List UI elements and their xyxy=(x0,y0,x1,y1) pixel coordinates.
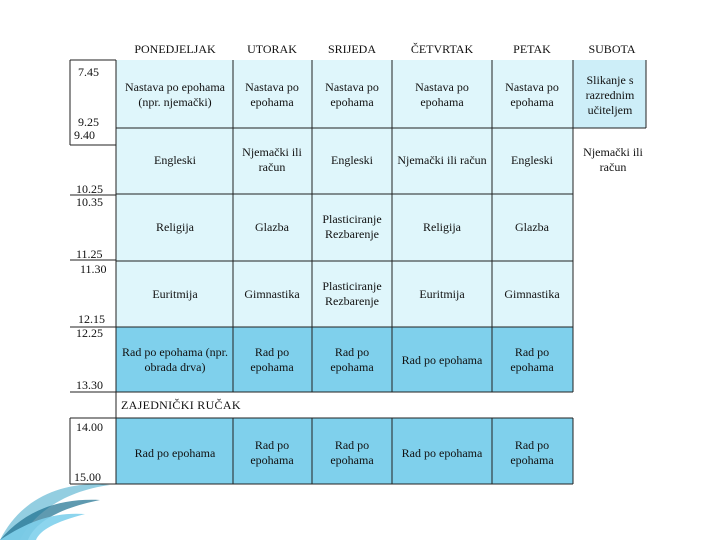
cell-r3-c4: Gimnastika xyxy=(504,286,560,301)
cell-r0-c0: Nastava po epohama (npr. njemački) xyxy=(125,80,225,109)
time-label: 12.15 xyxy=(78,312,105,326)
cell-r1-c5: Njemački ili račun xyxy=(583,145,643,174)
time-label: 12.25 xyxy=(76,326,103,340)
time-label: 11.25 xyxy=(76,247,103,261)
header-ponedjeljak: PONEDJELJAK xyxy=(134,42,216,56)
time-label: 10.35 xyxy=(76,195,103,209)
time-label: 15.00 xyxy=(74,470,101,484)
cell-r3-c2: Plasticiranje Rezbarenje xyxy=(322,279,382,308)
time-label: 9.25 xyxy=(78,115,99,129)
cell-r4-c2: Rad po epohama xyxy=(330,345,374,374)
time-label: 13.30 xyxy=(76,378,103,392)
time-label: 10.25 xyxy=(76,182,103,196)
cell-r1-c2: Engleski xyxy=(331,152,373,167)
header-petak: PETAK xyxy=(513,42,551,56)
cell-r4-c1: Rad po epohama xyxy=(250,345,294,374)
cell-r4-c0: Rad po epohama (npr. obrada drva) xyxy=(122,345,228,374)
header-cetvrtak: ČETVRTAK xyxy=(410,42,474,56)
cell-r3-c3: Euritmija xyxy=(419,286,465,301)
cell-r5-c4: Rad po epohama xyxy=(510,438,554,467)
time-label: 14.00 xyxy=(76,420,103,434)
cell-r5-c1: Rad po epohama xyxy=(250,438,294,467)
cell-r4-c4: Rad po epohama xyxy=(510,345,554,374)
cell-r1-c4: Engleski xyxy=(511,152,553,167)
header-subota: SUBOTA xyxy=(588,42,636,56)
cell-r1-c1: Njemački ili račun xyxy=(242,145,302,174)
time-label: 11.30 xyxy=(80,262,107,276)
cell-r2-c2: Plasticiranje Rezbarenje xyxy=(322,212,382,241)
header-utorak: UTORAK xyxy=(247,42,297,56)
time-label: 7.45 xyxy=(78,65,99,79)
decorative-swirl-icon xyxy=(0,440,110,540)
cell-r4-c3: Rad po epohama xyxy=(401,352,483,367)
time-label: 9.40 xyxy=(74,128,95,142)
header-srijeda: SRIJEDA xyxy=(327,42,376,56)
cell-r5-c2: Rad po epohama xyxy=(330,438,374,467)
cell-r2-c0: Religija xyxy=(156,219,194,234)
cell-r0-c3: Nastava po epohama xyxy=(415,80,469,109)
cell-r5-c0: Rad po epohama xyxy=(134,445,216,460)
cell-r2-c4: Glazba xyxy=(515,219,549,234)
cell-r3-c1: Gimnastika xyxy=(244,286,300,301)
cell-r0-c4: Nastava po epohama xyxy=(505,80,559,109)
cell-r1-c3: Njemački ili račun xyxy=(397,152,487,167)
cell-r1-c0: Engleski xyxy=(154,152,196,167)
cell-r5-c3: Rad po epohama xyxy=(401,445,483,460)
cell-r0-c2: Nastava po epohama xyxy=(325,80,379,109)
cell-r2-c1: Glazba xyxy=(255,219,289,234)
cell-r0-c1: Nastava po epohama xyxy=(245,80,299,109)
cell-r0-c5: Slikanje s razrednim učiteljem xyxy=(585,72,635,117)
cell-r2-c3: Religija xyxy=(423,219,461,234)
lunch-label: ZAJEDNIČKI RUČAK xyxy=(121,398,241,412)
cell-r3-c0: Euritmija xyxy=(152,286,198,301)
